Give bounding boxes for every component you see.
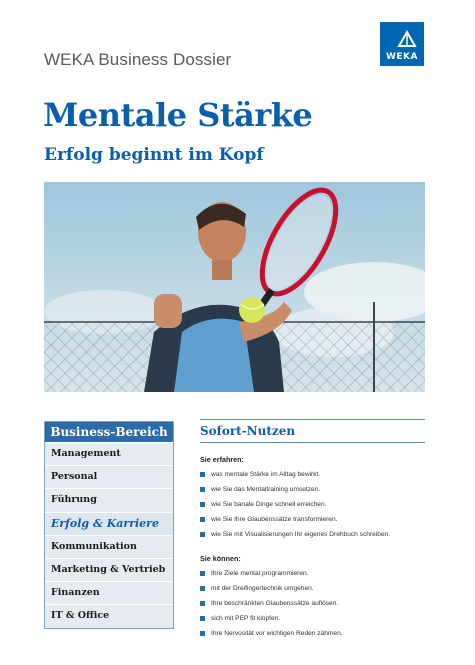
- list-item: [200, 482, 425, 497]
- menu-item-erfolg-karriere[interactable]: Erfolg & Karriere: [45, 512, 173, 535]
- menu-item-it-office[interactable]: IT & Office: [45, 604, 173, 627]
- list-item: [200, 566, 425, 581]
- menu-item-marketing-vertrieb[interactable]: Marketing & Vertrieb: [45, 558, 173, 581]
- bullet-square-icon: [200, 532, 205, 537]
- list-item-text: wie Sie Ihre Glaubenssätze transformieren.: [211, 516, 338, 523]
- logo-text: WEKA: [385, 52, 418, 62]
- bullet-square-icon: [200, 616, 205, 621]
- menu-item-management[interactable]: Management: [45, 442, 173, 465]
- list-item-text: wie Sie banale Dinge schnell erreichen.: [211, 501, 327, 508]
- list-item: [200, 527, 425, 542]
- bullet-square-icon: [200, 631, 205, 636]
- menu-item-fuehrung[interactable]: Führung: [45, 488, 173, 511]
- list-item: [200, 596, 425, 611]
- sofort-nutzen-section: [200, 419, 425, 641]
- logo-mark-icon: [397, 28, 417, 48]
- list-item-text: mit der Dreifingertechnik umgehen.: [211, 585, 314, 592]
- list-item-text: wie Sie mit Visualisierungen Ihr eigenes Drehbuch schreiben.: [211, 531, 391, 538]
- business-area-menu: [44, 421, 174, 629]
- list-item: [200, 611, 425, 626]
- bullet-square-icon: [200, 586, 205, 591]
- bullet-square-icon: [200, 571, 205, 576]
- cover-title: Mentale Stärke: [43, 96, 313, 134]
- cover-photo-tennis-player: [44, 182, 425, 392]
- learn-label: Sie erfahren:: [200, 455, 244, 464]
- list-item-text: Ihre Nervosität vor wichtigen Reden zähmen.: [211, 630, 343, 637]
- list-item-text: Ihre Ziele mental programmieren.: [211, 570, 309, 577]
- list-item: [200, 626, 425, 641]
- bullet-square-icon: [200, 472, 205, 477]
- list-item-text: Ihre beschränkten Glaubenssätze auflösen.: [211, 600, 339, 607]
- list-item: [200, 467, 425, 482]
- bullet-square-icon: [200, 487, 205, 492]
- menu-item-personal[interactable]: Personal: [45, 465, 173, 488]
- menu-item-finanzen[interactable]: Finanzen: [45, 581, 173, 604]
- list-item-text: wie Sie das Mentaltraining umsetzen.: [211, 486, 321, 493]
- can-label: Sie können:: [200, 554, 241, 563]
- menu-item-kommunikation[interactable]: Kommunikation: [45, 535, 173, 558]
- list-item: [200, 512, 425, 527]
- bullet-square-icon: [200, 517, 205, 522]
- menu-header: Business-Bereich: [45, 422, 173, 442]
- bullet-square-icon: [200, 601, 205, 606]
- weka-logo: [380, 22, 424, 66]
- bullet-square-icon: [200, 502, 205, 507]
- cover-subtitle: Erfolg beginnt im Kopf: [44, 145, 264, 165]
- list-item-text: was mentale Stärke im Alltag bewirkt.: [211, 471, 321, 478]
- nutzen-heading: Sofort-Nutzen: [200, 419, 425, 443]
- series-title: WEKA Business Dossier: [44, 50, 232, 69]
- list-item-text: sich mit PEP fit klopfen.: [211, 615, 281, 622]
- list-item: [200, 497, 425, 512]
- list-item: [200, 581, 425, 596]
